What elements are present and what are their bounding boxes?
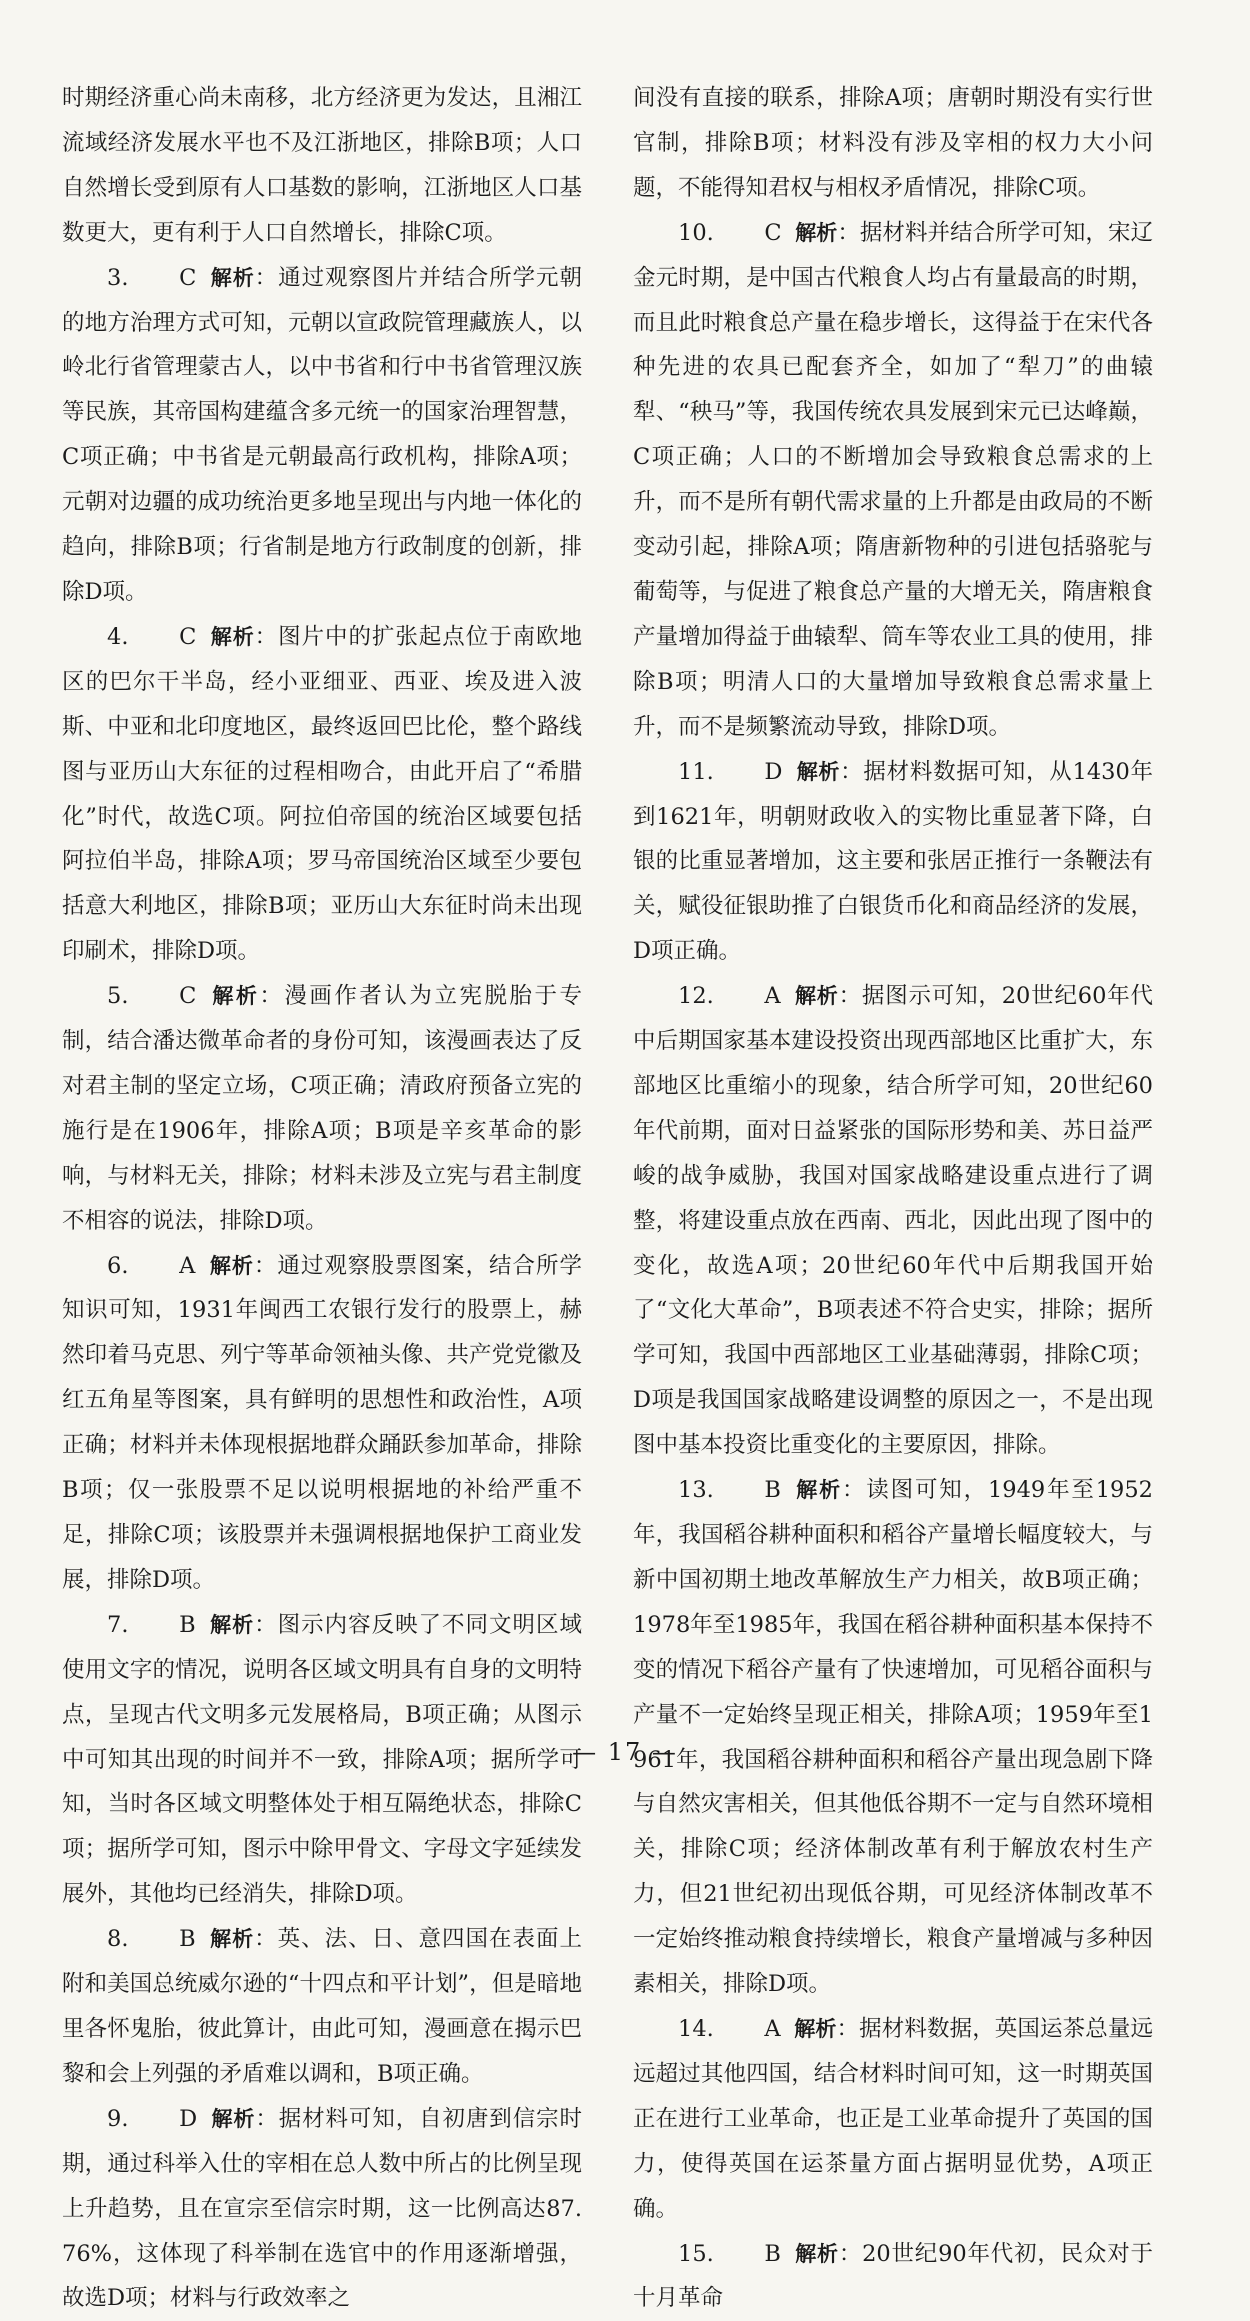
analysis-label: 解析: [794, 984, 838, 1008]
analysis-label: 解析: [210, 266, 255, 290]
answer-letter: A: [719, 974, 780, 1019]
analysis-text: ：图示内容反映了不同文明区域使用文字的情况，说明各区域文明具有自身的文明特点，呈现古代文明多元发展格局，B项正确；从图示中可知其出现的时间并不一致，排除A项；据所学可知，当时各区域文明整体处于相互隔绝状态，排除C项；据所学可知，图示中除甲骨文、字母文字延续发展外，其他均已经消失，排除D项。: [62, 1612, 582, 1907]
answer-letter: B: [719, 2232, 781, 2277]
answer-item: [62, 615, 582, 974]
analysis-text: ：读图可知，1949年至1952年，我国稻谷耕种面积和稻谷产量增长幅度较大，与新中国初期土地改革解放生产力相关，故B项正确；1978年至1985年，我国在稻谷耕种面积基本保持不变的情况下稻谷产量有了快速增加，可见稻谷面积与产量不一定始终呈现正相关，排除A项；1959年至1961年，我国稻谷耕种面积和稻谷产量出现急剧下降与自然灾害相关，但其他低谷期不一定与自然环境相关，排除C项；经济体制改革有利于解放农村生产力，但21世纪初出现低谷期，可见经济体制改革不一定始终推动粮食持续增长，粮食产量增减与多种因素相关，排除D项。: [633, 1477, 1153, 1997]
question-number: 10.: [678, 220, 714, 246]
question-number: 7.: [107, 1612, 128, 1638]
question-number: 5.: [107, 983, 128, 1009]
answer-letter: B: [134, 1917, 196, 1962]
question-number: 6.: [107, 1253, 128, 1279]
answer-item: [62, 1917, 582, 2097]
analysis-text: ：据材料并结合所学可知，宋辽金元时期，是中国古代粮食人均占有量最高的时期，而且此时粮食总产量在稳步增长，这得益于在宋代各种先进的农具已配套齐全，如加了“犁刀”的曲辕犁、“秧马”等，我国传统农具发展到宋元已达峰巅，C项正确；人口的不断增加会导致粮食总需求的上升，而不是所有朝代需求量的上升都是由政局的不断变动引起，排除A项；隋唐新物种的引进包括骆驼与葡萄等，与促进了粮食总产量的大增无关，隋唐粮食产量增加得益于曲辕犁、筒车等农业工具的使用，排除B项；明清人口的大量增加导致粮食总需求量上升，而不是频繁流动导致，排除D项。: [633, 220, 1153, 740]
analysis-label: 解析: [795, 221, 837, 245]
answer-item: [633, 2232, 1153, 2321]
answer-letter: D: [719, 750, 782, 795]
analysis-text: ：漫画作者认为立宪脱胎于专制，结合潘达微革命者的身份可知，该漫画表达了反对君主制的坚定立场，C项正确；清政府预备立宪的施行是在1906年，排除A项；B项是辛亥革命的影响，与材料无关，排除；材料未涉及立宪与君主制度不相容的说法，排除D项。: [62, 983, 582, 1234]
answer-item: [62, 2097, 582, 2321]
answer-letter: C: [134, 256, 196, 301]
right-intro: 间没有直接的联系，排除A项；唐朝时期没有实行世官制，排除B项；材料没有涉及宰相的权力大小问题，不能得知君权与相权矛盾情况，排除C项。: [633, 76, 1153, 211]
right-items: [633, 211, 1153, 2321]
left-column: [62, 76, 582, 2321]
left-items: [62, 256, 582, 2321]
analysis-label: 解析: [211, 2107, 256, 2131]
analysis-text: ：据图示可知，20世纪60年代中后期国家基本建设投资出现西部地区比重扩大，东部地区比重缩小的现象，结合所学可知，20世纪60年代前期，面对日益紧张的国际形势和美、苏日益严峻的战争威胁，我国对国家战略建设重点进行了调整，将建设重点放在西南、西北，因此出现了图中的变化，故选A项；20世纪60年代中后期我国开始了“文化大革命”，B项表述不符合史实，排除；据所学可知，我国中西部地区工业基础薄弱，排除C项；D项是我国国家战略建设调整的原因之一，不是出现图中基本投资比重变化的主要原因，排除。: [633, 983, 1153, 1458]
analysis-label: 解析: [794, 2017, 836, 2041]
answer-item: [62, 256, 582, 615]
question-number: 14.: [678, 2016, 714, 2042]
question-number: 8.: [107, 1926, 128, 1952]
analysis-text: ：据材料可知，自初唐到信宗时期，通过科举入仕的宰相在总人数中所占的比例呈现上升趋势，且在宣宗至信宗时期，这一比例高达87.76%，这体现了科举制在选官中的作用逐渐增强，故选D项；材料与行政效率之: [62, 2106, 582, 2312]
analysis-text: ：图片中的扩张起点位于南欧地区的巴尔干半岛，经小亚细亚、西亚、埃及进入波斯、中亚和北印度地区，最终返回巴比伦，整个路线图与亚历山大东征的过程相吻合，由此开启了“希腊化”时代，故选C项。阿拉伯帝国的统治区域要包括阿拉伯半岛，排除A项；罗马帝国统治区域至少要包括意大利地区，排除B项；亚历山大东征时尚未出现印刷术，排除D项。: [62, 624, 582, 964]
page-number: — 17 —: [0, 1738, 1250, 1766]
right-column: [633, 76, 1153, 2321]
analysis-label: 解析: [209, 1927, 254, 1951]
answer-letter: C: [134, 615, 196, 660]
answer-letter: D: [134, 2097, 197, 2142]
question-number: 12.: [678, 983, 714, 1009]
analysis-label: 解析: [210, 625, 255, 649]
analysis-text: ：通过观察图片并结合所学元朝的地方治理方式可知，元朝以宣政院管理藏族人，以岭北行省管理蒙古人，以中书省和行中书省管理汉族等民族，其帝国构建蕴含多元统一的国家治理智慧，C项正确；中书省是元朝最高行政机构，排除A项；元朝对边疆的成功统治更多地呈现出与内地一体化的趋向，排除B项；行省制是地方行政制度的创新，排除D项。: [62, 265, 582, 605]
question-number: 15.: [678, 2241, 714, 2267]
answer-item: [633, 2007, 1153, 2232]
analysis-label: 解析: [210, 984, 260, 1008]
answer-item: [62, 974, 582, 1243]
answer-item: [633, 974, 1153, 1468]
answer-letter: B: [134, 1603, 196, 1648]
analysis-text: ：英、法、日、意四国在表面上附和美国总统威尔逊的“十四点和平计划”，但是暗地里各怀鬼胎，彼此算计，由此可知，漫画意在揭示巴黎和会上列强的矛盾难以调和，B项正确。: [62, 1926, 582, 2087]
question-number: 13.: [678, 1477, 714, 1503]
analysis-label: 解析: [209, 1613, 254, 1637]
answer-letter: C: [719, 211, 781, 256]
answer-letter: B: [719, 1468, 781, 1513]
analysis-text: ：20世纪90年代初，民众对于十月革命: [633, 2241, 1153, 2312]
question-number: 9.: [107, 2106, 128, 2132]
left-intro: 时期经济重心尚未南移，北方经济更为发达，且湘江流域经济发展水平也不及江浙地区，排除B项；人口自然增长受到原有人口基数的影响，江浙地区人口基数更大，更有利于人口自然增长，排除C项。: [62, 76, 582, 256]
question-number: 11.: [678, 759, 714, 785]
answer-letter: A: [134, 1244, 195, 1289]
analysis-text: ：据材料数据可知，从1430年到1621年，明朝财政收入的实物比重显著下降，白银的比重显著增加，这主要和张居正推行一条鞭法有关，赋役征银助推了白银货币化和商品经济的发展，D项正确。: [633, 759, 1153, 965]
answer-item: [62, 1244, 582, 1603]
question-number: 4.: [107, 624, 128, 650]
analysis-label: 解析: [794, 1478, 842, 1502]
analysis-text: ：通过观察股票图案，结合所学知识可知，1931年闽西工农银行发行的股票上，赫然印着马克思、列宁等革命领袖头像、共产党党徽及红五角星等图案，具有鲜明的思想性和政治性，A项正确；材料并未体现根据地群众踊跃参加革命，排除B项；仅一张股票不足以说明根据地的补给严重不足，排除C项；该股票并未强调根据地保护工商业发展，排除D项。: [62, 1253, 582, 1593]
answer-letter: C: [134, 974, 196, 1019]
analysis-label: 解析: [209, 1254, 254, 1278]
analysis-label: 解析: [796, 760, 840, 784]
answer-letter: A: [719, 2007, 780, 2052]
answer-item: [633, 211, 1153, 750]
question-number: 3.: [107, 265, 128, 291]
analysis-text: ：据材料数据，英国运茶总量远远超过其他四国，结合材料时间可知，这一时期英国正在进行工业革命，也正是工业革命提升了英国的国力，使得英国在运茶量方面占据明显优势，A项正确。: [633, 2016, 1153, 2222]
answer-item: [633, 750, 1153, 975]
analysis-label: 解析: [794, 2242, 838, 2266]
